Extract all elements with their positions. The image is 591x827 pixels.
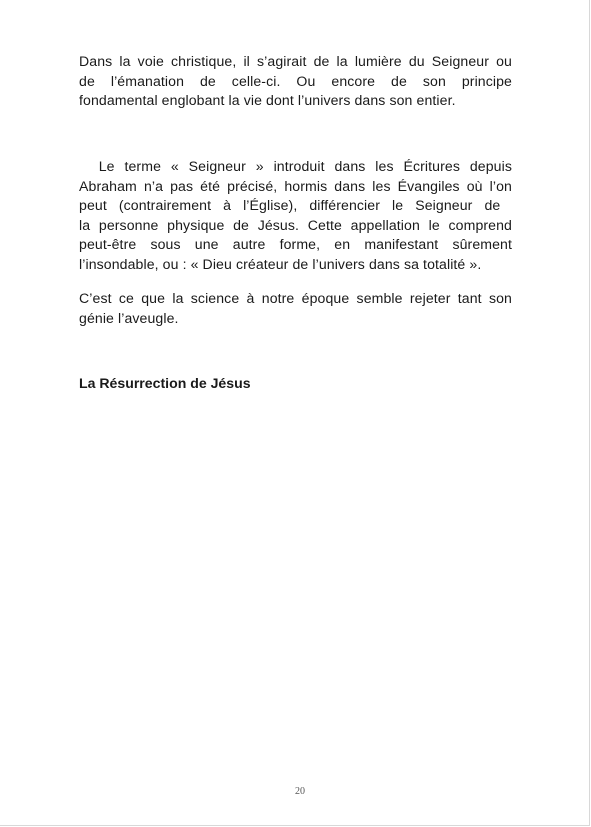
paragraph-3: [79, 289, 512, 328]
paragraph-3-line-2: génie l’aveugle.: [79, 309, 179, 326]
paragraph-1-line-2: de l’émanation de celle-ci. Ou encore de son principe: [79, 72, 512, 89]
paragraph-2-line-2: Abraham n’a pas été précisé, hormis dans les Évangiles où l’on: [79, 177, 512, 194]
paragraph-2-line-3: peut (contrairement à l’Église), différencier le Seigneur de: [79, 197, 501, 214]
paragraph-3-line-1: C’est ce que la science à notre époque semble rejeter tant son: [79, 290, 512, 306]
paragraph-1-line-1: Dans la voie christique, il s’agirait de la lumière du Seigneur ou: [79, 53, 512, 69]
paragraph-1: [79, 52, 512, 111]
page-number: 20: [295, 786, 305, 797]
section-heading: La Résurrection de Jésus: [79, 375, 251, 391]
paragraph-2-line-6: l’insondable, ou : « Dieu créateur de l’univers dans sa totalité ».: [79, 255, 482, 272]
paragraph-1-line-3: fondamental englobant la vie dont l’univers dans son entier.: [79, 92, 456, 109]
paragraph-2-line-1: Le terme « Seigneur » introduit dans les Écritures depuis: [79, 158, 512, 174]
paragraph-2-line-5: peut-être sous une autre forme, en manifestant sûrement: [79, 236, 512, 253]
paragraph-2-line-4: la personne physique de Jésus. Cette appellation le comprend: [79, 216, 512, 233]
paragraph-2: [79, 157, 512, 275]
